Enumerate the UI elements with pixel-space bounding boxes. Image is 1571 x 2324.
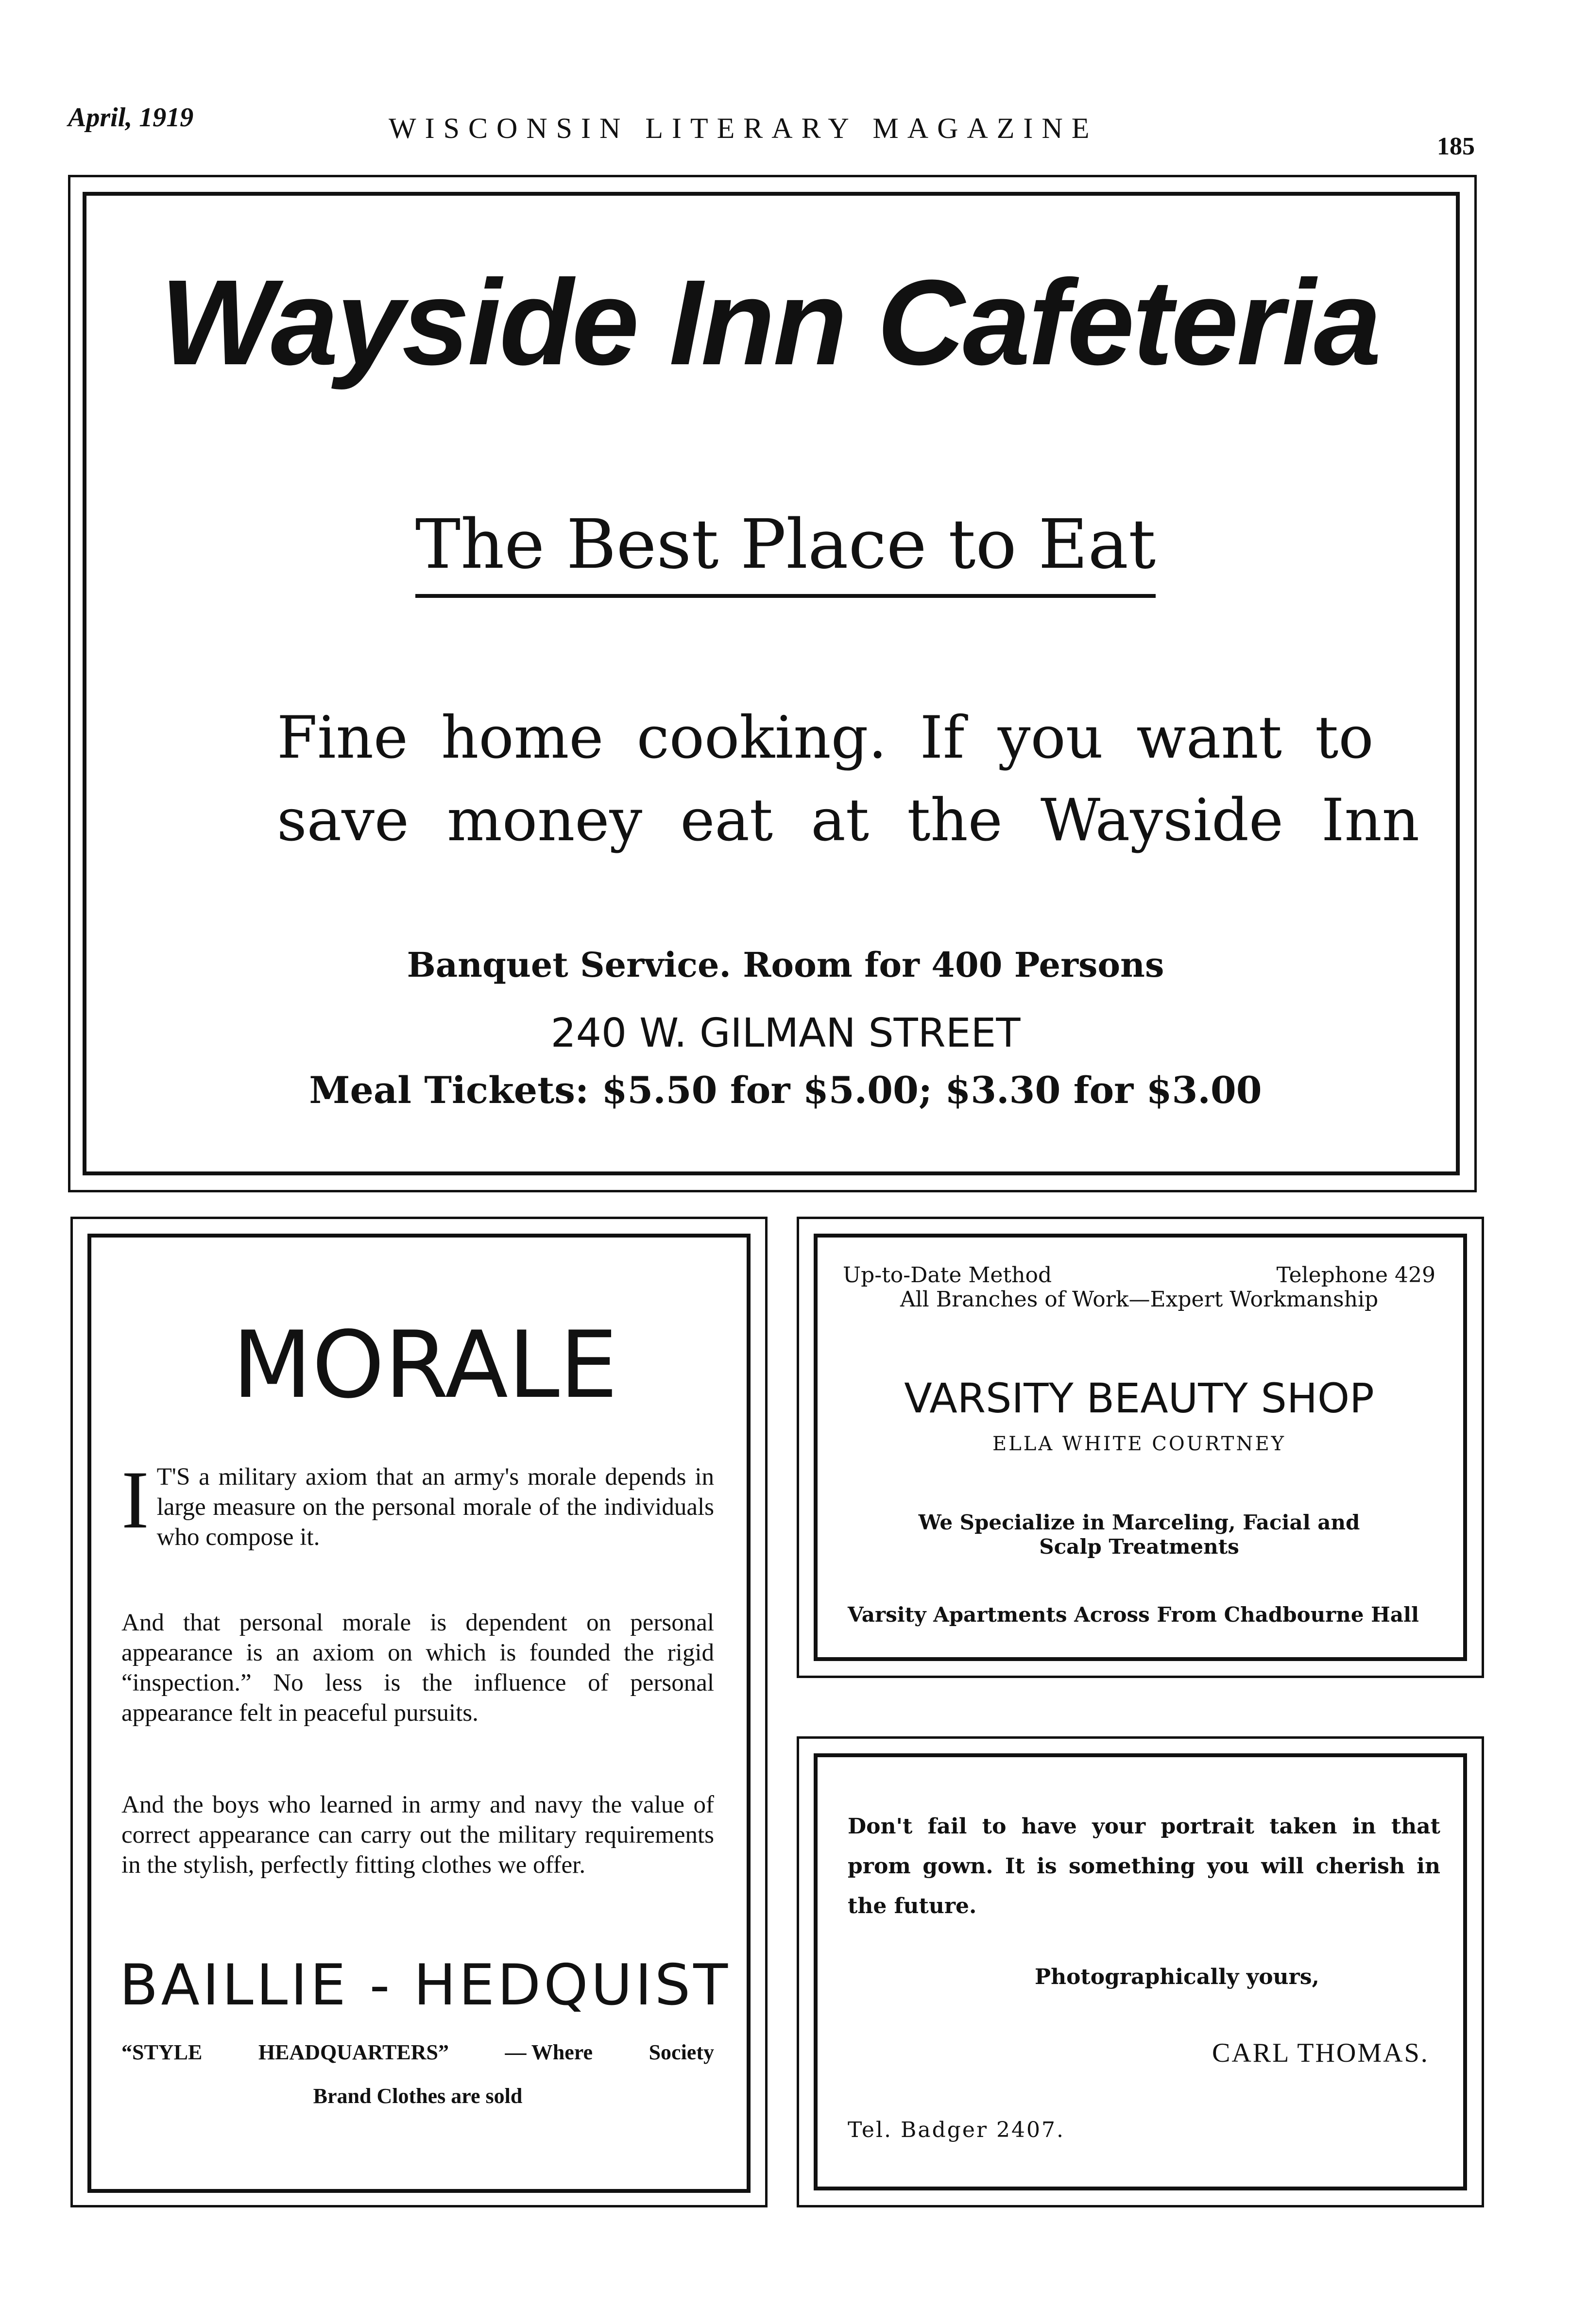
tag-word: HEADQUARTERS”: [258, 2040, 449, 2064]
tag-word: — Where: [505, 2040, 593, 2064]
morale-paragraph-3: And the boys who learned in army and navy the value of correct appearance can carry out the military requirements in the stylish, perfectly fitting clothes we offer.: [121, 1791, 714, 1879]
wayside-text-line-1: Fine home cooking. If you want to: [277, 704, 1374, 772]
baillie-hedquist-name: BAILLIE - HEDQUIST: [119, 1952, 731, 2018]
photographer-name: CARL THOMAS.: [1212, 2038, 1429, 2068]
beauty-owner: ELLA WHITE COURTNEY: [992, 1433, 1286, 1455]
page-number: 185: [1437, 133, 1475, 160]
beauty-top-line: [843, 1263, 1435, 1288]
tag-word: “STYLE: [121, 2040, 203, 2064]
photo-body: Don't fail to have your portrait taken in that prom gown. It is something you will cherish in the future.: [848, 1814, 1440, 1918]
beauty-specialize: [843, 1510, 1435, 1559]
morale-title: MORALE: [232, 1311, 618, 1419]
wayside-title: Wayside Inn Cafeteria: [160, 254, 1380, 390]
baillie-tagline: [121, 2040, 714, 2065]
wayside-tagline-text: The Best Place to Eat: [415, 505, 1156, 598]
beauty-branches: All Branches of Work—Expert Workmanship: [900, 1287, 1379, 1312]
beauty-shop-title: VARSITY BEAUTY SHOP: [904, 1374, 1374, 1422]
wayside-meal-tickets: Meal Tickets: $5.50 for $5.00; $3.30 for $3.00: [309, 1069, 1262, 1112]
morale-paragraph-1-text: T'S a military axiom that an army's morale depends in large measure on the personal morale of the individuals who compose it.: [156, 1463, 714, 1551]
beauty-telephone: Telephone 429: [1276, 1263, 1435, 1288]
morale-paragraph-1: [121, 1454, 714, 1552]
photo-closing: Photographically yours,: [1035, 1965, 1319, 1989]
wayside-text-line-2: save money eat at the Wayside Inn: [277, 787, 1420, 854]
beauty-address: Varsity Apartments Across From Chadbourne Hall: [848, 1603, 1419, 1627]
beauty-method: Up-to-Date Method: [843, 1263, 1052, 1288]
beauty-specialize-line-2: Scalp Treatments: [1039, 1535, 1239, 1559]
tag-word: Society: [649, 2040, 714, 2064]
drop-cap: I: [121, 1454, 149, 1545]
beauty-specialize-line-1: We Specialize in Marceling, Facial and: [918, 1510, 1360, 1534]
baillie-tagline-2: Brand Clothes are sold: [313, 2084, 523, 2108]
wayside-tagline: [0, 505, 1571, 598]
magazine-title: WISCONSIN LITERARY MAGAZINE: [389, 112, 1098, 144]
photo-telephone: Tel. Badger 2407.: [848, 2118, 1065, 2142]
morale-paragraph-2: And that personal morale is dependent on personal appearance is an axiom on which is founded the rigid “inspection.” No less is the influence of personal appearance felt in peaceful pursuits.: [121, 1609, 714, 1727]
wayside-banquet: Banquet Service. Room for 400 Persons: [407, 945, 1164, 985]
issue-date: April, 1919: [68, 102, 194, 133]
wayside-address: 240 W. GILMAN STREET: [550, 1010, 1021, 1056]
